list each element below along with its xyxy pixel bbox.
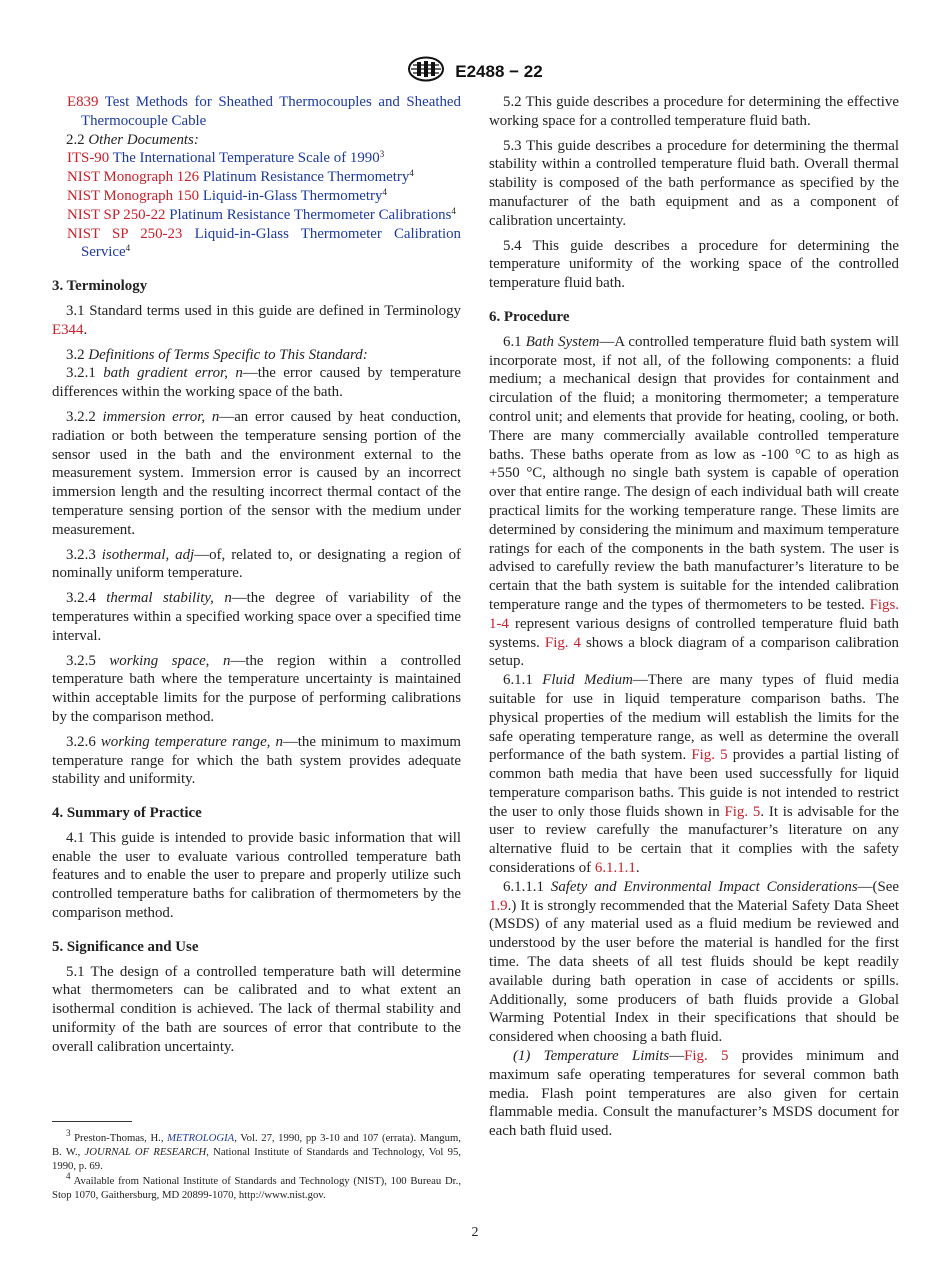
- link-fig-5[interactable]: Fig. 5: [724, 803, 761, 820]
- section-temperature-limits: (1) Temperature Limits—Fig. 5 provides minimum and maximum safe operating temperatures for several common bath media. Flash point temperatures are also given for certain flammable media. Consult the manufacturer’s MSDS document for each bath fluid used.: [489, 1048, 899, 1140]
- section-5-1: 5.1 The design of a controlled temperature bath will determine what thermometers can be calibrated and to what extent an isothermal condition is achieved. The lack of thermal stability and uniformity of the bath are sources of error that contribute to the overall calibration uncertainty.: [52, 963, 461, 1055]
- reference-monograph-150: NIST Monograph 150 Liquid-in-Glass Thermometry$^4$: [67, 186, 387, 204]
- link-figs-1-4[interactable]: Figs. 1-4: [489, 596, 899, 632]
- page-header: [0, 56, 950, 82]
- ref-code[interactable]: E839: [67, 94, 99, 110]
- section-3-2-2: 3.2.2 immersion error, n—an error caused by heat conduction, radiation or both between the temperature sensing portion of the sensor used in the bath and the environment external to the measurement system. Immersion error is caused by an incorrect immersion length and the resulting incorrect thermal contact of the temperature sensing portion of the sensor with the medium under measurement.: [52, 408, 461, 538]
- reference-e839: [52, 93, 461, 131]
- section-5-4: 5.4 This guide describes a procedure for determining the temperature uniformity of the working space of the controlled temperature fluid bath.: [489, 237, 899, 292]
- section-3-2-6: 3.2.6 working temperature range, n—the minimum to maximum temperature range for which the bath system provides adequate stability and uniformity.: [52, 733, 461, 788]
- section-3-2-5: 3.2.5 working space, n—the region within a controlled temperature bath where the temperature uncertainty is maintained within acceptable limits for the purpose of performing calibrations by the comparison method.: [52, 652, 461, 725]
- section-5-2: 5.2 This guide describes a procedure for determining the effective working space for a controlled temperature fluid bath.: [489, 94, 899, 129]
- section-4-heading: 4. Summary of Practice: [52, 805, 202, 822]
- link-e344[interactable]: E344: [52, 321, 84, 338]
- section-5-3: 5.3 This guide describes a procedure for determining the thermal stability within a controlled temperature fluid bath. Overall thermal stability is composed of the bath performance as specified by the manufacturer of the bath equipment and as a component of calibration uncertainty.: [489, 137, 899, 229]
- ref-title[interactable]: Test Methods for Sheathed Thermocouples and Sheathed Thermocouple Cable: [81, 94, 461, 129]
- section-6-heading: 6. Procedure: [489, 308, 570, 325]
- right-column: [489, 93, 899, 1141]
- astm-logo: [407, 56, 445, 87]
- section-3-1: 3.1 Standard terms used in this guide are defined in Terminology E344.: [52, 302, 461, 338]
- section-3-2-4: 3.2.4 thermal stability, n—the degree of variability of the temperatures within a specified working space over a specified time interval.: [52, 590, 461, 644]
- link-fig-5[interactable]: Fig. 5: [684, 1048, 729, 1065]
- section-6-1: 6.1 Bath System—A controlled temperature fluid bath system will incorporate most, if not all, of the following components: a fluid medium; a mechanical design that provides for containment and circulation of the fluid; a monitoring thermometer; a temperature control unit; and elements that provide for heating, cooling, or both. There are many commercially available controlled temperature baths. These baths operate from as low as -100 °C to as high as +550 °C, although no single bath system is capable of operation over that entire range. The design of each individual bath will create practical limits for the working temperature range. These limits are determined by considering the minimum and maximum temperature ratings for each of the components in the bath system. The user is advised to carefully review the bath manufacturer’s literature to be certain that the bath system is suitable for the intended calibration temperature range and the types of thermometers to be tested. Figs. 1-4 represent various designs of controlled temperature fluid bath systems. Fig. 4 shows a block diagram of a comparison calibration setup.: [489, 333, 899, 670]
- section-3-2-1: 3.2.1 bath gradient error, n—the error caused by temperature differences within the working space of the bath.: [52, 365, 461, 401]
- reference-sp-250-22: NIST SP 250-22 Platinum Resistance Thermometer Calibrations$^4$: [67, 205, 456, 223]
- section-4-1: 4.1 This guide is intended to provide basic information that will enable the user to evaluate various controlled temperature bath features and to enable the user to prepare and properly utilize such controlled temperature baths for calibration of thermometers by the comparison method.: [52, 829, 461, 922]
- section-6-1-1: 6.1.1 Fluid Medium—There are many types of fluid media suitable for use in liquid temperature comparison baths. The physical properties of the medium will establish the limits for the safe operating temperature range, as well as determine the overall performance of the bath system. Fig. 5 provides a partial listing of common bath media that have been used successfully for liquid temperature comparison baths. This guide is not intended to restrict the user to only those fluids shown in Fig. 5. It is advisable for the user to review carefully the manufacturer’s literature on any alternative fluid to be certain that it complies with the safety considerations of 6.1.1.1.: [489, 672, 900, 877]
- section-5-heading: 5. Significance and Use: [52, 938, 199, 955]
- reference-its90: ITS-90 The International Temperature Scale of 1990$^3$: [67, 149, 385, 167]
- page-number: 2: [471, 1225, 479, 1240]
- footnotes: [52, 1128, 461, 1202]
- footnote-divider: [52, 1121, 132, 1122]
- link-fig-4[interactable]: Fig. 4: [544, 634, 581, 651]
- section-6-1-1-1: 6.1.1.1 Safety and Environmental Impact Considerations—(See 1.9.) It is strongly recommended that the Material Safety Data Sheet (MSDS) of any material used as a fluid medium be reviewed and understood by the user before the material is handled for the first time. The data sheets of all test fluids should be kept readily available during bath operation in case of accidents or spills. Additionally, some producers of bath fluids provide a Global Warming Potential Index in their specifications that should be considered when choosing a bath fluid.: [489, 878, 900, 1046]
- link-6-1-1-1[interactable]: 6.1.1.1: [594, 860, 636, 877]
- link-fig-5[interactable]: Fig. 5: [691, 747, 728, 764]
- footnote-4: $^4$ Available from National Institute of Standards and Technology (NIST), 100 Bureau Dr., Stop 1070, Gaithersburg, MD 20899-1070, http://www.nist.gov.: [52, 1170, 461, 1201]
- link-1-9[interactable]: 1.9: [489, 897, 508, 914]
- footnote-3: $^3$ Preston-Thomas, H., METROLOGIA, Vol. 27, 1990, pp 3-10 and 107 (errata). Mangum, B. W., JOURNAL OF RESEARCH, National Institute of Standards and Technology, Vol 95, 1990, p. 69.: [52, 1128, 461, 1173]
- reference-monograph-126: NIST Monograph 126 Platinum Resistance Thermometry$^4$: [67, 168, 414, 186]
- document-designation: E2488 − 22: [455, 61, 543, 81]
- reference-sp-250-23: NIST SP 250-23 Liquid-in-Glass Thermometer Calibration Service$^4$: [67, 225, 461, 261]
- section-3-2-3: 3.2.3 isothermal, adj—of, related to, or designating a region of nominally uniform temperature.: [52, 546, 461, 582]
- section-2-2-heading: 2.2 Other Documents:: [66, 131, 199, 148]
- section-3-2: 3.2 Definitions of Terms Specific to This Standard:: [66, 346, 368, 363]
- section-3-heading: 3. Terminology: [52, 278, 148, 295]
- left-column: [52, 93, 461, 1057]
